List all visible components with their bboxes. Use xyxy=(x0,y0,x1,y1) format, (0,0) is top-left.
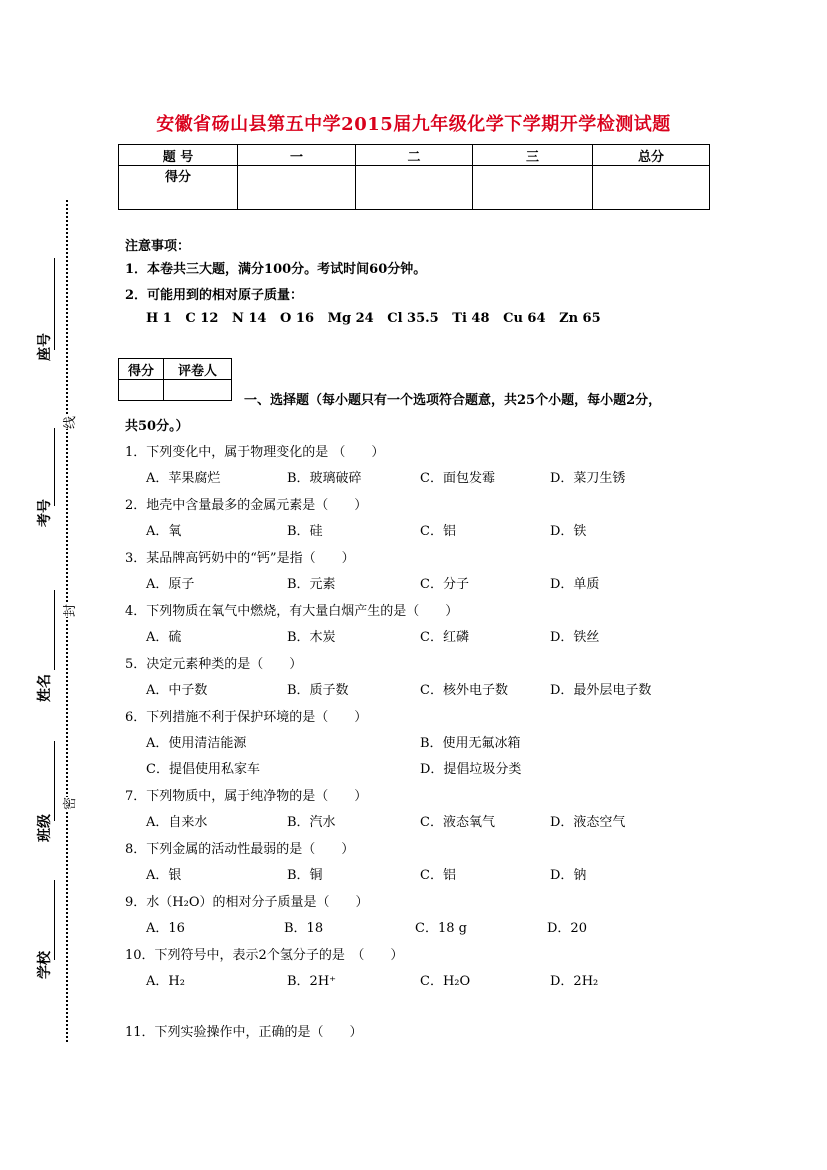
margin-label-1: 座号 xyxy=(37,333,53,361)
question-9-option-A[interactable]: A．16 xyxy=(146,921,185,936)
question-9-option-B[interactable]: B．18 xyxy=(284,921,324,936)
question-10-option-D[interactable]: D．2H₂ xyxy=(550,974,599,989)
atomic-masses: H 1 C 12 N 14 O 16 Mg 24 Cl 35.5 Ti 48 Cu 64 Zn 65 xyxy=(146,311,601,326)
question-5-option-C[interactable]: C．核外电子数 xyxy=(420,683,508,698)
question-5-option-D[interactable]: D．最外层电子数 xyxy=(550,683,652,698)
margin-blank-line-5 xyxy=(54,880,55,960)
question-1: 1．下列变化中，属于物理变化的是 （ ） xyxy=(125,445,385,460)
margin-blank-line-2 xyxy=(54,428,55,506)
question-3: 3．某品牌高钙奶中的“钙”是指（ ） xyxy=(125,551,355,566)
score-header-total: 总分 xyxy=(593,145,710,166)
question-10-option-A[interactable]: A．H₂ xyxy=(146,974,185,989)
score-cell-total[interactable] xyxy=(593,166,710,210)
score-header-label: 题 号 xyxy=(119,145,238,166)
question-1-option-D[interactable]: D．菜刀生锈 xyxy=(550,471,626,486)
question-4-option-C[interactable]: C．红磷 xyxy=(420,630,469,645)
question-1-option-B[interactable]: B．玻璃破碎 xyxy=(287,471,362,486)
margin-label-5: 学校 xyxy=(37,951,53,979)
score-header-section-1: 一 xyxy=(238,145,356,166)
margin-label-3: 姓名 xyxy=(37,674,53,702)
margin-label-4: 班级 xyxy=(37,814,53,842)
margin-label-2: 考号 xyxy=(37,499,53,527)
question-2-option-A[interactable]: A．氧 xyxy=(146,524,182,539)
margin-marker-1: 线 xyxy=(59,416,78,429)
question-8-option-A[interactable]: A．银 xyxy=(146,868,182,883)
score-cell-1[interactable] xyxy=(238,166,356,210)
question-9-option-D[interactable]: D．20 xyxy=(547,921,587,936)
margin-blank-line-3 xyxy=(54,590,55,670)
section-1-heading-cont: 共50分。） xyxy=(125,419,189,434)
document-title: 安徽省砀山县第五中学2015届九年级化学下学期开学检测试题 xyxy=(156,114,671,135)
question-7-option-A[interactable]: A．自来水 xyxy=(146,815,208,830)
question-4-option-B[interactable]: B．木炭 xyxy=(287,630,336,645)
grader-reviewer-label: 评卷人 xyxy=(164,359,232,380)
score-header-section-2: 二 xyxy=(356,145,473,166)
question-9: 9．水（H₂O）的相对分子质量是（ ） xyxy=(125,895,369,910)
question-8-option-C[interactable]: C．铝 xyxy=(420,868,456,883)
question-10: 10．下列符号中，表示2个氢分子的是 （ ） xyxy=(125,948,404,963)
question-10-option-B[interactable]: B．2H⁺ xyxy=(287,974,337,989)
binding-dotted-line xyxy=(66,200,68,1042)
question-1-option-A[interactable]: A．苹果腐烂 xyxy=(146,471,221,486)
question-7-option-D[interactable]: D．液态空气 xyxy=(550,815,626,830)
question-1-option-C[interactable]: C．面包发霉 xyxy=(420,471,495,486)
question-6: 6．下列措施不利于保护环境的是（ ） xyxy=(125,710,368,725)
question-11: 11．下列实验操作中，正确的是（ ） xyxy=(125,1025,363,1040)
question-8-option-D[interactable]: D．钠 xyxy=(550,868,587,883)
question-2-option-D[interactable]: D．铁 xyxy=(550,524,587,539)
question-8: 8．下列金属的活动性最弱的是（ ） xyxy=(125,842,355,857)
margin-blank-line-1 xyxy=(54,258,55,350)
question-3-option-C[interactable]: C．分子 xyxy=(420,577,469,592)
grader-score-cell[interactable] xyxy=(119,380,164,401)
margin-blank-line-4 xyxy=(54,741,55,821)
question-6-option-B[interactable]: B．使用无氟冰箱 xyxy=(420,736,521,751)
question-7-option-B[interactable]: B．汽水 xyxy=(287,815,336,830)
question-3-option-B[interactable]: B．元素 xyxy=(287,577,336,592)
score-cell-3[interactable] xyxy=(473,166,593,210)
grader-reviewer-cell[interactable] xyxy=(164,380,232,401)
score-cell-2[interactable] xyxy=(356,166,473,210)
score-table xyxy=(118,144,710,210)
question-4-option-D[interactable]: D．铁丝 xyxy=(550,630,600,645)
question-4-option-A[interactable]: A．硫 xyxy=(146,630,182,645)
question-5: 5．决定元素种类的是（ ） xyxy=(125,657,303,672)
question-8-option-B[interactable]: B．铜 xyxy=(287,868,323,883)
question-2-option-B[interactable]: B．硅 xyxy=(287,524,323,539)
question-2: 2．地壳中含量最多的金属元素是（ ） xyxy=(125,498,368,513)
margin-marker-3: 密 xyxy=(59,797,78,810)
question-5-option-A[interactable]: A．中子数 xyxy=(146,683,208,698)
question-7: 7．下列物质中，属于纯净物的是（ ） xyxy=(125,789,368,804)
question-5-option-B[interactable]: B．质子数 xyxy=(287,683,349,698)
question-9-option-C[interactable]: C．18 g xyxy=(415,921,467,936)
score-row-label: 得分 xyxy=(119,166,238,210)
question-3-option-A[interactable]: A．原子 xyxy=(146,577,195,592)
notice-item-2: 2．可能用到的相对原子质量： xyxy=(125,288,304,303)
grader-table xyxy=(118,358,232,401)
question-6-option-D[interactable]: D．提倡垃圾分类 xyxy=(420,762,522,777)
question-7-option-C[interactable]: C．液态氧气 xyxy=(420,815,495,830)
notice-item-1: 1．本卷共三大题，满分100分。考试时间60分钟。 xyxy=(125,262,427,277)
section-1-heading: 一、选择题（每小题只有一个选项符合题意，共25个小题，每小题2分， xyxy=(244,393,662,408)
grader-score-label: 得分 xyxy=(119,359,164,380)
question-6-option-C[interactable]: C．提倡使用私家车 xyxy=(146,762,260,777)
notice-heading: 注意事项： xyxy=(125,239,191,254)
question-10-option-C[interactable]: C．H₂O xyxy=(420,974,471,989)
question-4: 4．下列物质在氧气中燃烧，有大量白烟产生的是（ ） xyxy=(125,604,459,619)
margin-marker-2: 封 xyxy=(59,604,78,617)
question-3-option-D[interactable]: D．单质 xyxy=(550,577,600,592)
score-header-section-3: 三 xyxy=(473,145,593,166)
question-6-option-A[interactable]: A．使用清洁能源 xyxy=(146,736,247,751)
question-2-option-C[interactable]: C．铝 xyxy=(420,524,456,539)
